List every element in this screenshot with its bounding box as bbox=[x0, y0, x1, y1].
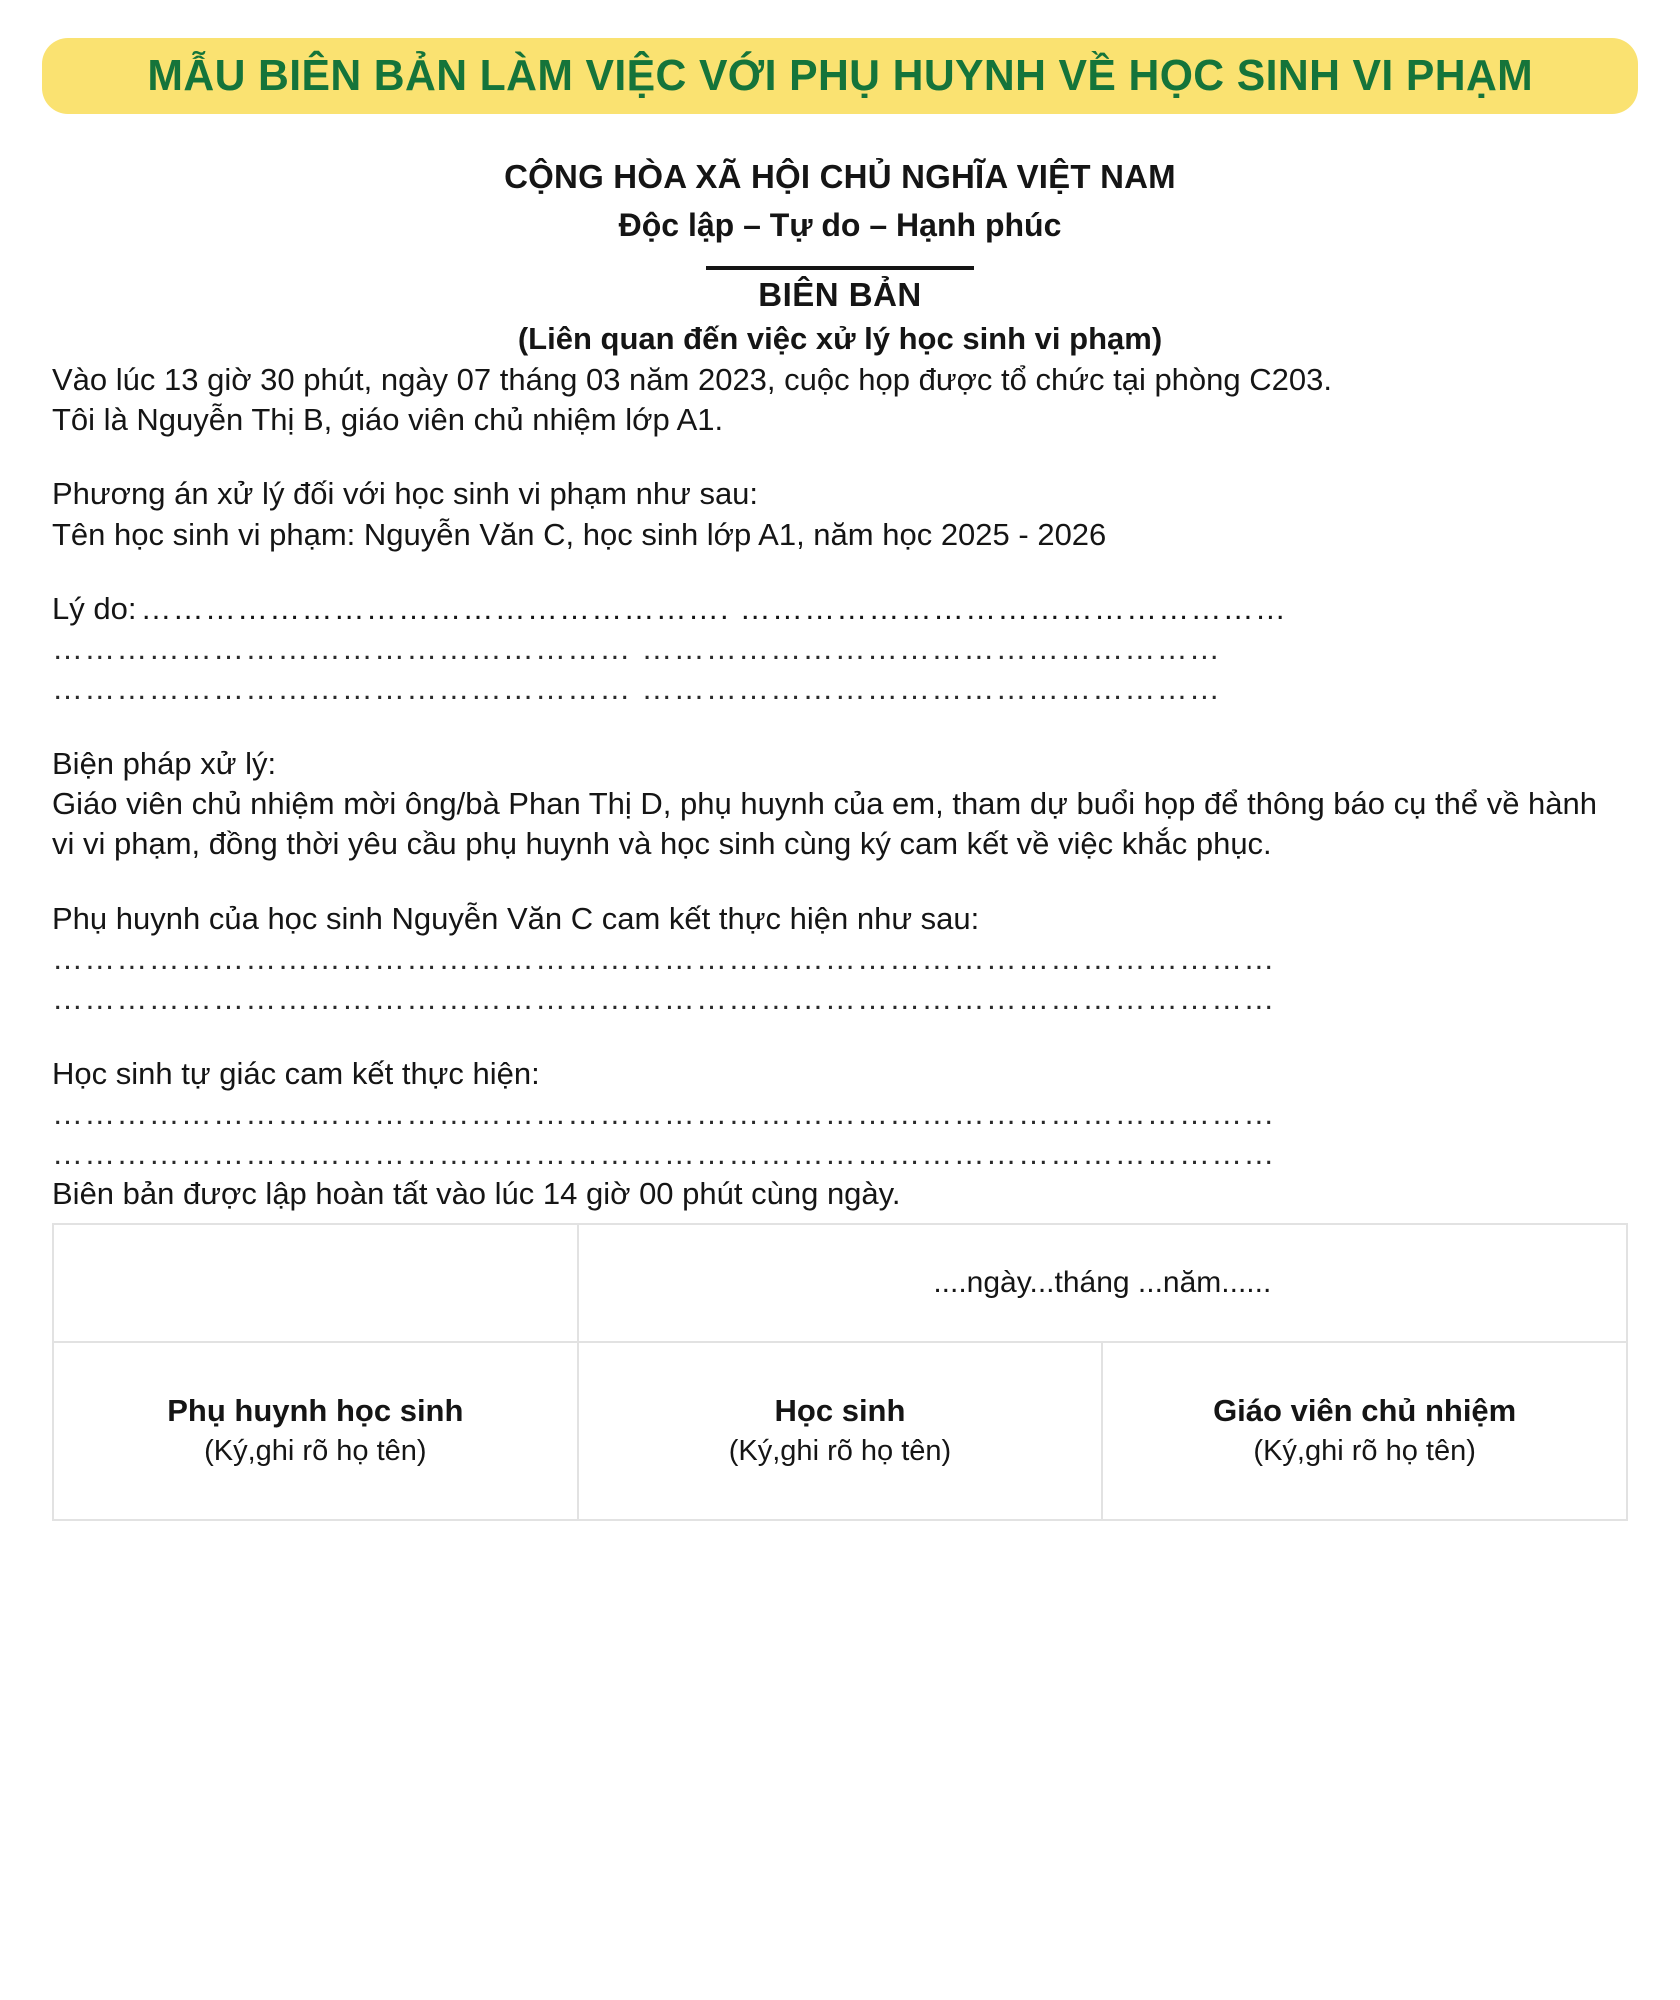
title-divider-rule bbox=[706, 266, 974, 270]
document-body bbox=[0, 114, 1680, 1521]
reason-label: Lý do: bbox=[52, 590, 137, 626]
spacer bbox=[52, 710, 1628, 744]
student-commitment-dotted-line-2[interactable]: …………………………………………………………………………………………………… bbox=[52, 1136, 1276, 1172]
spacer bbox=[52, 865, 1628, 899]
date-row-empty-cell bbox=[53, 1224, 578, 1342]
teacher-line: Tôi là Nguyễn Thị B, giáo viên chủ nhiệm lớp A1. bbox=[52, 401, 724, 437]
signature-cell-teacher[interactable] bbox=[1102, 1342, 1627, 1520]
banner-container bbox=[0, 0, 1680, 114]
table-row-date bbox=[53, 1224, 1627, 1342]
closing-line: Biên bản được lập hoàn tất vào lúc 14 giờ 00 phút cùng ngày. bbox=[52, 1176, 901, 1212]
parent-commitment-dotted-line-2[interactable]: …………………………………………………………………………………………………… bbox=[52, 981, 1276, 1017]
minutes-heading-block bbox=[52, 274, 1628, 359]
reason-dotted-line-3[interactable]: ……………………………………………… ……………………………………………… bbox=[52, 671, 1222, 707]
national-motto: Độc lập – Tự do – Hạnh phúc bbox=[618, 206, 1062, 243]
national-name: CỘNG HÒA XÃ HỘI CHỦ NGHĨA VIỆT NAM bbox=[504, 158, 1176, 195]
spacer bbox=[52, 1020, 1628, 1054]
measure-heading: Biện pháp xử lý: bbox=[52, 745, 277, 781]
minutes-subtitle: (Liên quan đến việc xử lý học sinh vi phạm) bbox=[517, 321, 1163, 357]
spacer bbox=[52, 555, 1628, 589]
parent-commitment-dotted-line-1[interactable]: …………………………………………………………………………………………………… bbox=[52, 940, 1276, 976]
signature-role-student: Học sinh bbox=[774, 1393, 906, 1429]
table-row-signatures bbox=[53, 1342, 1627, 1520]
plan-heading: Phương án xử lý đối với học sinh vi phạm như sau: bbox=[52, 476, 759, 512]
parent-commitment-heading: Phụ huynh của học sinh Nguyễn Văn C cam kết thực hiện như sau: bbox=[52, 900, 980, 936]
date-placeholder-text: ....ngày...tháng ...năm...... bbox=[933, 1266, 1272, 1300]
signature-role-parent: Phụ huynh học sinh bbox=[167, 1393, 464, 1429]
signature-cell-parent[interactable] bbox=[53, 1342, 578, 1520]
student-commitment-heading: Học sinh tự giác cam kết thực hiện: bbox=[52, 1055, 540, 1091]
date-placeholder-cell[interactable] bbox=[578, 1224, 1627, 1342]
national-heading-block bbox=[52, 156, 1628, 246]
signature-table bbox=[52, 1223, 1628, 1521]
minutes-title: BIÊN BẢN bbox=[758, 276, 922, 314]
spacer bbox=[52, 440, 1628, 474]
student-commitment-dotted-line-1[interactable]: …………………………………………………………………………………………………… bbox=[52, 1095, 1276, 1131]
reason-dotted-line-2[interactable]: ……………………………………………… ……………………………………………… bbox=[52, 631, 1222, 667]
signature-role-teacher: Giáo viên chủ nhiệm bbox=[1213, 1393, 1517, 1429]
page-title: MẪU BIÊN BẢN LÀM VIỆC VỚI PHỤ HUYNH VỀ HỌC SINH VI PHẠM bbox=[147, 51, 1533, 100]
student-line: Tên học sinh vi phạm: Nguyễn Văn C, học sinh lớp A1, năm học 2025 - 2026 bbox=[52, 516, 1107, 552]
signature-note-student: (Ký,ghi rõ họ tên) bbox=[728, 1434, 952, 1467]
measure-body: Giáo viên chủ nhiệm mời ông/bà Phan Thị D, phụ huynh của em, tham dự buổi họp để thông báo cụ thể về hành vi vi phạm, đồng thời yêu cầu phụ huynh và học sinh cùng ký cam kết về việc khắc phục. bbox=[52, 786, 1598, 862]
page-banner bbox=[42, 38, 1638, 114]
signature-note-teacher: (Ký,ghi rõ họ tên) bbox=[1253, 1434, 1476, 1467]
reason-row bbox=[52, 589, 1628, 629]
reason-dotted-line-1[interactable]: ………………………………………………. …………………………………………… bbox=[140, 590, 1288, 626]
signature-note-parent: (Ký,ghi rõ họ tên) bbox=[204, 1434, 427, 1467]
signature-cell-student[interactable] bbox=[578, 1342, 1103, 1520]
opening-paragraph: Vào lúc 13 giờ 30 phút, ngày 07 tháng 03 năm 2023, cuộc họp được tổ chức tại phòng C203. bbox=[52, 361, 1332, 397]
